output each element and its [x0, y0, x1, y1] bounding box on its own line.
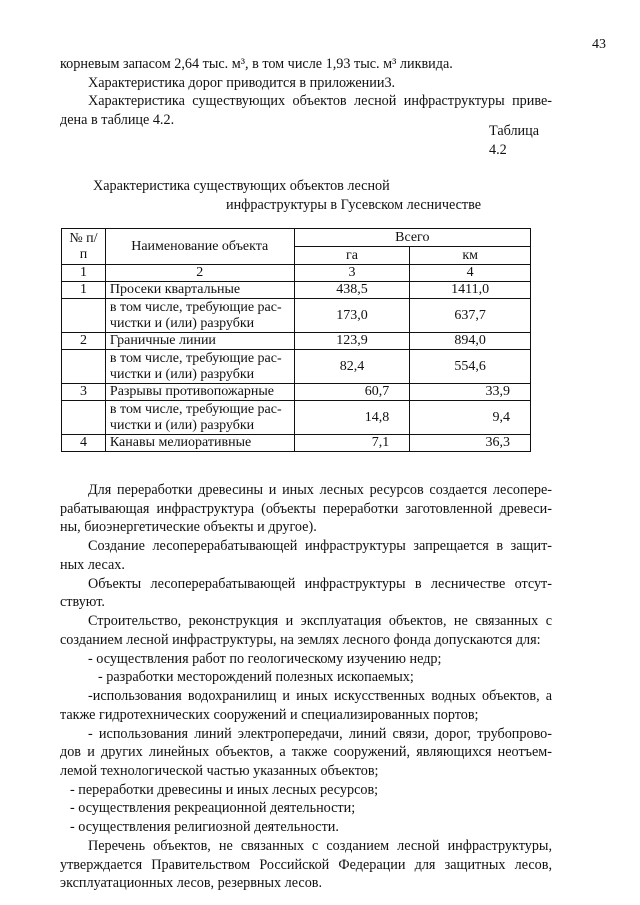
col-number-4: 4: [410, 265, 531, 282]
col-number-1: 1: [62, 265, 106, 282]
intro-text: [60, 55, 552, 130]
row-num: [62, 299, 106, 333]
list-item: - использования линий электропередачи, линий связи, дорог, трубопрово- дов и других линейных объектов, а также сооружений, являющихся неотъем- лемой технологической частью указанных объектов;: [60, 725, 552, 780]
row-num: 1: [62, 282, 106, 299]
list-item: - переработки древесины и иных лесных ресурсов;: [70, 781, 379, 798]
paragraph: Объекты лесоперерабатывающей инфраструктуры в лесничестве отсут- ствуют.: [60, 575, 552, 611]
row-num: 3: [62, 384, 106, 401]
final-paragraph: Перечень объектов, не связанных с созданием лесной инфраструктуры, утверждается Правительством Российской Федерации для защитных лесов, эксплуатационных лесов, резервных лесов.: [60, 837, 552, 892]
row-num: 4: [62, 435, 106, 452]
paragraph: Строительство, реконструкция и эксплуатация объектов, не связанных с созданием лесной инфраструктуры, на землях лесного фонда допускаются для:: [60, 613, 552, 648]
row-km: 637,7: [410, 299, 531, 333]
table-row: [62, 384, 531, 401]
page-number: 43: [592, 37, 606, 52]
col-number-3: 3: [294, 265, 410, 282]
row-num: 2: [62, 333, 106, 350]
header-num: № п/п: [62, 229, 106, 265]
row-ha: 173,0: [294, 299, 410, 333]
row-ha: 7,1: [294, 435, 410, 452]
table-row: [62, 435, 531, 452]
paragraph: Для переработки древесины и иных лесных ресурсов создается лесопере- рабатывающая инфраструктура (объекты переработки заготовленной древеси- ны, биоэнергетические объекты и другое).: [60, 482, 552, 536]
row-km: 894,0: [410, 333, 531, 350]
list-item: - осуществления работ по геологическому изучению недр;: [88, 650, 442, 667]
row-km: 554,6: [410, 350, 531, 384]
col-number-2: 2: [105, 265, 294, 282]
row-ha: 60,7: [294, 384, 410, 401]
row-num: [62, 401, 106, 435]
row-name: Граничные линии: [105, 333, 294, 350]
list-item: - разработки месторождений полезных ископаемых;: [98, 669, 414, 686]
intro-line-3: Характеристика существующих объектов лесной инфраструктуры приве- дена в таблице 4.2.: [60, 93, 552, 129]
row-ha: 123,9: [294, 333, 410, 350]
intro-line-1: корневым запасом 2,64 тыс. м³, в том числе 1,93 тыс. м³ ликвида.: [60, 56, 453, 72]
intro-line-2: Характеристика дорог приводится в приложении3.: [88, 74, 396, 91]
table-title-line-2: инфраструктуры в Гусевском лесничестве: [226, 197, 482, 214]
table-numbering-row: [62, 265, 531, 282]
infrastructure-table: [61, 228, 531, 452]
row-km: 36,3: [410, 435, 531, 452]
paragraph: Создание лесоперерабатывающей инфраструктуры запрещается в защит- ных лесах.: [60, 538, 552, 573]
row-ha: 14,8: [294, 401, 410, 435]
row-ha: 82,4: [294, 350, 410, 384]
row-ha: 438,5: [294, 282, 410, 299]
table-title: [60, 177, 552, 215]
body-text: [60, 481, 552, 893]
table-row: [62, 333, 531, 350]
row-name: в том числе, требующие рас- чистки и (или) разрубки: [105, 401, 294, 435]
table-caption: Таблица 4.2: [489, 123, 540, 159]
table-row: [62, 282, 531, 299]
row-name: Канавы мелиоративные: [105, 435, 294, 452]
row-name: Разрывы противопожарные: [105, 384, 294, 401]
list-item: - осуществления рекреационной деятельности;: [70, 800, 356, 817]
list-item: -использования водохранилищ и иных искусственных водных объектов, а также гидротехнических сооружений и специализированных портов;: [60, 688, 552, 723]
list-item: - осуществления религиозной деятельности.: [70, 819, 339, 836]
table-title-line-1: Характеристика существующих объектов лесной: [93, 178, 390, 194]
header-name: Наименование объекта: [105, 229, 294, 265]
row-km: 1411,0: [410, 282, 531, 299]
header-total: Всего: [294, 229, 530, 247]
table-row: [62, 401, 531, 435]
table-row: [62, 299, 531, 333]
row-name: в том числе, требующие рас- чистки и (или) разрубки: [105, 299, 294, 333]
row-km: 9,4: [410, 401, 531, 435]
row-name: Просеки квартальные: [105, 282, 294, 299]
row-name: в том числе, требующие рас- чистки и (или) разрубки: [105, 350, 294, 384]
table-row: [62, 350, 531, 384]
header-km: км: [410, 247, 531, 265]
header-ha: га: [294, 247, 410, 265]
row-km: 33,9: [410, 384, 531, 401]
row-num: [62, 350, 106, 384]
